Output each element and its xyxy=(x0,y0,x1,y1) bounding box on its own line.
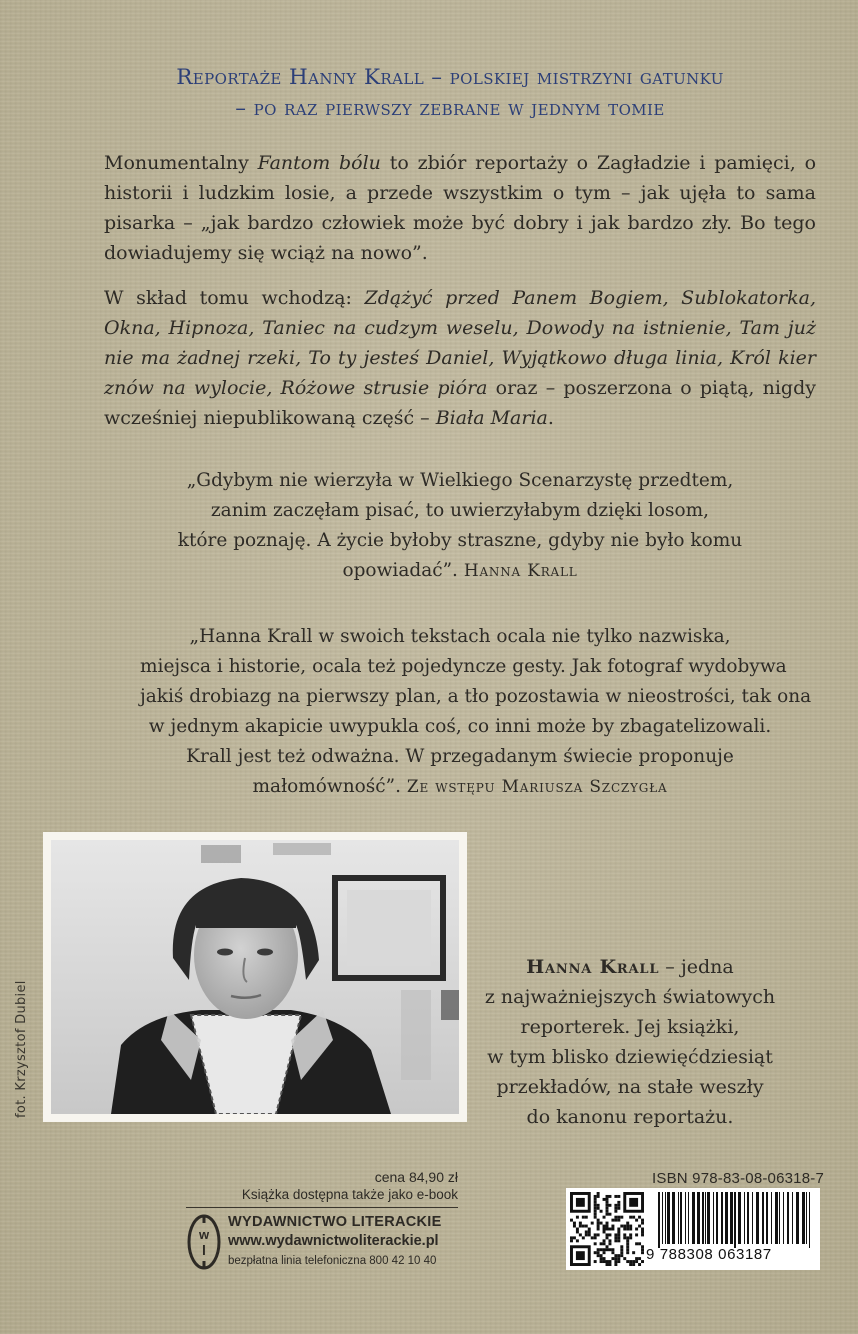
logo-letter-w: w xyxy=(198,1227,210,1242)
bio-author-name: Hanna Krall xyxy=(526,956,660,978)
author-quote xyxy=(140,466,780,586)
bio-line: w tym blisko dziewięćdziesiąt xyxy=(487,1046,773,1068)
foreword-quote xyxy=(140,622,812,802)
author-portrait-illustration xyxy=(51,840,459,1114)
publisher-phone: bezpłatna linia telefoniczna 800 42 10 40 xyxy=(228,1255,437,1267)
barcode-panel xyxy=(566,1188,820,1270)
barcode-digits: 9 788308 063187 xyxy=(646,1246,772,1263)
contents-mid: oraz – poszerzona o piątą, nigdy wcześniej niepublikowaną część – xyxy=(104,377,816,429)
intro-text-1: Monumentalny xyxy=(104,152,258,174)
bio-line: z najważniejszych światowych xyxy=(484,986,776,1008)
qr-code-icon xyxy=(570,1192,644,1266)
isbn-label: ISBN 978-83-08-06318-7 xyxy=(652,1170,825,1187)
contents-titles: Zdążyć przed Panem Bogiem, Sublokatorka, Okna, Hipnoza, Taniec na cudzym weselu, Dowody na istnienie, Tam już nie ma żadnej rzeki, To ty jesteś Daniel, Wyjątkowo długa linia, Król kier znów na wylocie, Różowe strusie pióra xyxy=(104,287,816,399)
contents-end: . xyxy=(547,407,554,429)
quote-line: opowiadać”. xyxy=(342,560,458,581)
publisher-url[interactable]: www.wydawnictwoliterackie.pl xyxy=(228,1233,439,1249)
quote-line: małomówność”. xyxy=(252,776,401,797)
publisher-name: WYDAWNICTWO LITERACKIE xyxy=(228,1214,442,1230)
quote-line: miejsca i historie, ocala też pojedyncze gesty. Jak fotograf wydobywa xyxy=(140,656,787,677)
contents-paragraph xyxy=(104,283,816,433)
price-label: cena 84,90 zł xyxy=(374,1169,458,1185)
quote-line: jakiś drobiazg na pierwszy plan, a tło pozostawia w nieostrości, tak ona xyxy=(140,686,812,707)
quote-line-last xyxy=(140,556,780,586)
quote-line: Krall jest też odważna. W przegadanym świecie proponuje xyxy=(186,746,734,767)
bio-line: przekładów, na stałe weszły xyxy=(496,1076,764,1098)
publisher-logo-icon xyxy=(186,1213,222,1271)
quote-attribution: Ze wstępu Mariusza Szczygła xyxy=(406,777,668,797)
cover-heading xyxy=(60,62,840,124)
bio-line: – jedna xyxy=(659,956,734,978)
bio-line-first xyxy=(455,952,805,982)
quote-line: w jednym akapicie uwypukla coś, co inni może by zbagatelizowali. xyxy=(148,716,772,737)
book-title: Fantom bólu xyxy=(257,152,381,174)
publisher-info xyxy=(186,1168,458,1283)
logo-letter-l: l xyxy=(202,1242,206,1258)
author-photo-frame xyxy=(43,832,467,1122)
quote-attribution: Hanna Krall xyxy=(463,561,578,581)
quote-line: „Hanna Krall w swoich tekstach ocala nie tylko nazwiska, xyxy=(189,626,731,647)
author-photo xyxy=(51,840,459,1114)
bio-line: reporterek. Jej książki, xyxy=(520,1016,740,1038)
photo-credit: fot. Krzysztof Dubiel xyxy=(14,980,29,1118)
quote-line-last xyxy=(140,772,780,802)
contents-lead: W skład tomu wchodzą: xyxy=(104,287,365,309)
ebook-note: Książka dostępna także jako e-book xyxy=(186,1186,458,1208)
quote-line: „Gdybym nie wierzyła w Wielkiego Scenarzystę przedtem, xyxy=(186,470,734,491)
intro-paragraph xyxy=(104,148,816,268)
bio-line: do kanonu reportażu. xyxy=(526,1106,734,1128)
isbn-barcode xyxy=(656,1192,814,1248)
heading-line-2: – po raz pierwszy zebrane w jednym tomie xyxy=(235,96,665,121)
contents-last-title: Biała Maria xyxy=(435,407,548,429)
heading-line-1: Reportaże Hanny Krall – polskiej mistrzyni gatunku xyxy=(176,65,724,90)
quote-line: zanim zaczęłam pisać, to uwierzyłabym dzięki losom, xyxy=(210,500,710,521)
intro-text-2: to zbiór reportaży o Zagładzie i pamięci, o historii i ludzkim losie, a przede wszystkim o tym – jak ujęła to sama pisarka – „jak bardzo człowiek może być dobry i jak bardzo zły. Bo tego dowiadujemy się wciąż na nowo”. xyxy=(104,152,817,264)
quote-line: które poznaję. A życie byłoby straszne, gdyby nie było komu xyxy=(177,530,743,551)
author-bio xyxy=(455,952,805,1132)
